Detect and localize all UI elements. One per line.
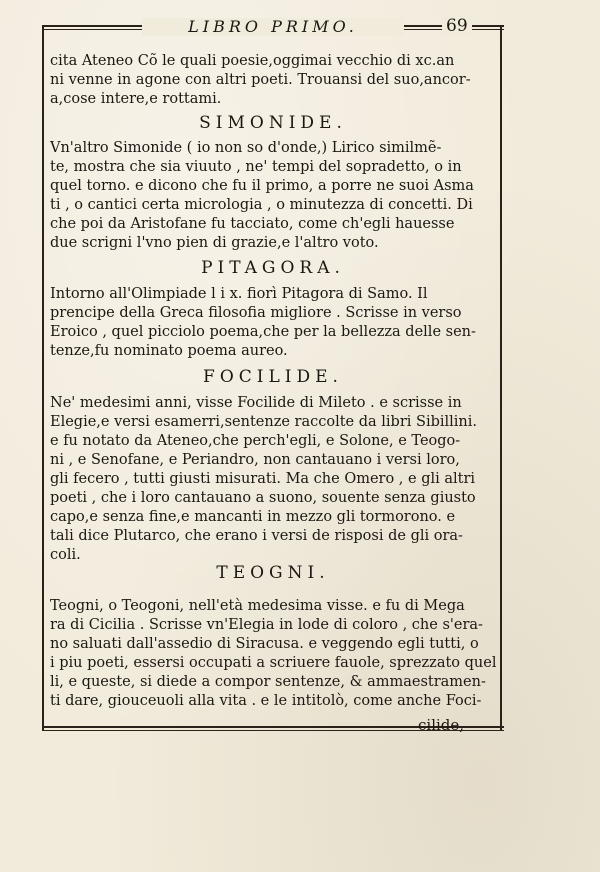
section-heading-focilide: FOCILIDE. [203, 367, 343, 387]
section-heading-simonide: SIMONIDE. [199, 113, 347, 133]
text-line: ti , o cantici certa micrologia , o minutezza di concetti. Di [50, 197, 473, 213]
text-line: ni , e Senofane, e Periandro, non cantauano i versi loro, [50, 452, 460, 468]
text-line: a,cose intere,e rottami. [50, 91, 222, 107]
text-line: Intorno all'Olimpiade l i x. fiorì Pitagora di Samo. Il [50, 286, 428, 302]
simonide-paragraph [50, 139, 496, 253]
text-line: Ne' medesimi anni, visse Focilide di Mileto . e scrisse in [50, 395, 462, 411]
text-line: che poi da Aristofane fu tacciato, come ch'egli hauesse [50, 216, 455, 232]
text-line: ni venne in agone con altri poeti. Trouansi del suo,ancor- [50, 72, 471, 88]
text-line: tali dice Plutarco, che erano i versi de risposi de gli ora- [50, 528, 463, 544]
section-heading-teogni: TEOGNI. [216, 563, 330, 583]
text-line: li, e queste, si diede a compor sentenze, & ammaestramen- [50, 674, 486, 690]
text-line: capo,e senza fine,e mancanti in mezzo gli tormorono. e [50, 509, 456, 525]
text-line: due scrigni l'vno pien di grazie,e l'altro voto. [50, 235, 379, 251]
page-number: 69 [442, 16, 472, 36]
text-line: cita Ateneo Cõ le quali poesie,oggimai vecchio di xc.an [50, 53, 455, 69]
continuation-paragraph [50, 52, 496, 109]
text-line: Eroico , quel picciolo poema,che per la bellezza delle sen- [50, 324, 476, 340]
text-line: Teogni, o Teogoni, nell'età medesima visse. e fu di Mega [50, 598, 465, 614]
text-line: Elegie,e versi esamerri,sentenze raccolte da libri Sibillini. [50, 414, 477, 430]
text-line: quel torno. e dicono che fu il primo, a porre ne suoi Asma [50, 178, 474, 194]
left-rule [42, 25, 44, 731]
teogni-paragraph [50, 597, 496, 711]
text-line: te, mostra che sia viuuto , ne' tempi del sopradetto, o in [50, 159, 462, 175]
text-line: i piu poeti, essersi occupati a scriuere fauole, sprezzato quel [50, 655, 497, 671]
text-line: tenze,fu nominato poema aureo. [50, 343, 288, 359]
text-line: prencipe della Greca filosofia migliore . Scrisse in verso [50, 305, 462, 321]
text-line: poeti , che i loro cantauano a suono, souente senza giusto [50, 490, 476, 506]
text-line: ra di Cicilia . Scrisse vn'Elegia in lode di coloro , che s'era- [50, 617, 483, 633]
catchword: cilide, [418, 716, 465, 734]
pitagora-paragraph [50, 285, 496, 361]
text-line: ti dare, giouceuoli alla vita . e le intitolò, come anche Foci- [50, 693, 482, 709]
right-rule [500, 25, 502, 731]
text-line: Vn'altro Simonide ( io non so d'onde,) Lirico similmẽ- [50, 140, 442, 156]
section-heading-pitagora: PITAGORA. [201, 258, 345, 278]
focilide-paragraph [50, 394, 496, 565]
text-line: no saluati dall'assedio di Siracusa. e veggendo egli tutti, o [50, 636, 479, 652]
text-line: gli fecero , tutti giusti misurati. Ma che Omero , e gli altri [50, 471, 476, 487]
text-line: e fu notato da Ateneo,che perch'egli, e Solone, e Teogo- [50, 433, 461, 449]
running-title: LIBRO PRIMO. [142, 18, 404, 36]
text-line: coli. [50, 547, 81, 563]
